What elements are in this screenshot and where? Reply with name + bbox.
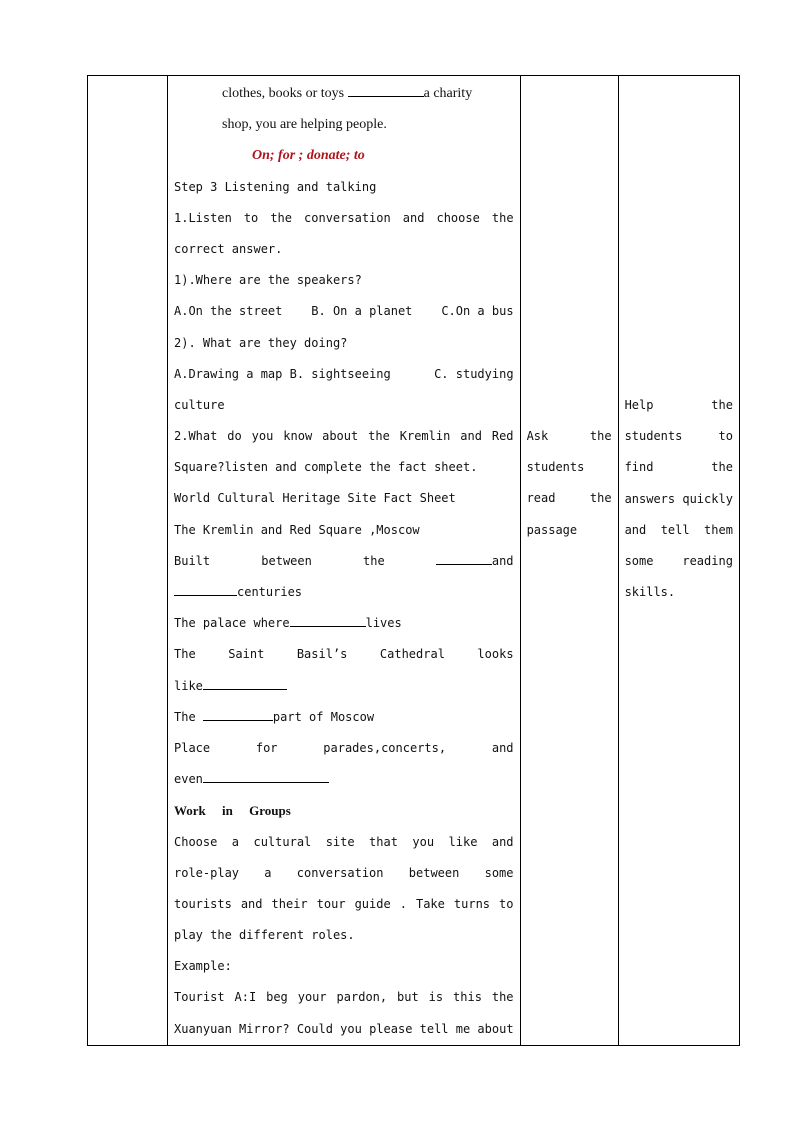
word: Tourist <box>174 990 225 1005</box>
word: the <box>589 491 612 506</box>
place-line <box>174 733 514 764</box>
word: Cathedral <box>379 647 445 662</box>
question-1-line-2: correct answer. <box>174 241 283 256</box>
side-line <box>625 484 733 515</box>
word: and <box>240 896 263 911</box>
roleplay-line <box>174 858 514 889</box>
word: but <box>397 990 419 1005</box>
word: C.On a bus <box>441 304 514 319</box>
word: the <box>711 460 733 475</box>
word: this <box>453 990 482 1005</box>
answer-key: On; for ; donate; to <box>252 148 365 164</box>
word: tour <box>316 896 346 911</box>
word: cultural <box>253 834 312 849</box>
word: that <box>369 834 398 849</box>
table-row <box>88 76 740 1046</box>
word: some <box>624 553 654 568</box>
word: and <box>402 210 425 225</box>
word: and <box>491 834 514 849</box>
side-line <box>625 577 733 608</box>
word: Ask <box>526 429 549 443</box>
word: skills. <box>624 585 676 600</box>
example-label: Example: <box>174 959 232 974</box>
side-line <box>625 390 733 421</box>
word: . <box>399 896 407 911</box>
word: The <box>174 647 196 662</box>
word: Choose <box>174 834 218 849</box>
side-line <box>527 515 612 546</box>
word: Place <box>174 740 211 755</box>
word: site <box>325 834 355 849</box>
fill-blank[interactable] <box>203 675 287 690</box>
word: and <box>491 740 514 755</box>
word: between <box>408 865 460 880</box>
word: conversation <box>304 210 391 225</box>
part-line: The part of Moscow <box>174 702 514 733</box>
word: the <box>270 210 292 225</box>
mirror-line: Xuanyuan Mirror? Could you please tell me about <box>174 1021 514 1036</box>
word: 2.What <box>174 429 218 444</box>
purpose-text <box>619 76 739 608</box>
word: tell <box>660 522 690 537</box>
word: C. studying <box>434 366 514 381</box>
word: the <box>491 990 514 1005</box>
word: beg <box>266 990 288 1005</box>
word: A.On the street <box>174 304 283 319</box>
word: A.Drawing a map B. sightseeing <box>174 366 391 381</box>
charity-line-1: clothes, books or toys a charity <box>174 78 514 109</box>
fact-sheet-site: The Kremlin and Red Square ,Moscow <box>174 522 420 537</box>
place-line-2: even <box>174 764 514 795</box>
work-in-groups-heading: Work in Groups <box>174 803 291 819</box>
teacher-activity-cell <box>520 76 618 1046</box>
word: you <box>251 429 274 444</box>
word: is <box>428 990 444 1005</box>
word: know <box>283 429 313 444</box>
lesson-plan-table <box>87 75 740 1046</box>
word: A:I <box>234 990 257 1005</box>
side-line <box>625 421 733 452</box>
word: the <box>368 429 390 444</box>
word: guide <box>354 896 391 911</box>
tourists-line <box>174 889 514 920</box>
play-line: play the different roles. <box>174 928 355 943</box>
word: and <box>624 522 647 537</box>
side-line <box>625 546 733 577</box>
word: your <box>297 990 327 1005</box>
word: you <box>412 834 435 849</box>
word: students <box>526 460 585 475</box>
step-3-title: Step 3 Listening and talking <box>174 179 377 194</box>
word: pardon, <box>336 990 388 1005</box>
built-line: Built between the and <box>174 546 514 577</box>
word: answers quickly <box>624 491 733 506</box>
word: conversation <box>296 865 384 880</box>
word: reading <box>682 553 733 568</box>
word: a <box>231 834 240 849</box>
word: some <box>484 865 514 880</box>
question-2-line <box>174 421 514 452</box>
word: a <box>264 865 272 880</box>
word: about <box>322 429 359 444</box>
purpose-cell <box>618 76 739 1046</box>
word: them <box>704 522 733 537</box>
word: for <box>255 740 278 755</box>
word: their <box>271 896 308 911</box>
word: role-play <box>174 865 240 880</box>
fill-blank[interactable] <box>203 706 273 721</box>
word: Red <box>491 429 514 444</box>
question-1-1-options <box>174 296 514 327</box>
word: Kremlin <box>399 429 451 444</box>
question-1-2: 2). What are they doing? <box>174 335 348 350</box>
activities-cell <box>168 76 521 1046</box>
charity-line-2: shop, you are helping people. <box>222 117 387 133</box>
question-1-2-cont: culture <box>174 397 225 412</box>
side-line <box>527 483 612 514</box>
word: choose <box>436 210 480 225</box>
word: Help <box>624 398 654 412</box>
side-line <box>527 421 612 452</box>
tourist-line <box>174 982 514 1013</box>
word: Saint <box>228 647 265 662</box>
word: do <box>227 429 242 444</box>
question-2-line-2: Square?listen and complete the fact sheet. <box>174 460 478 475</box>
word: looks <box>477 647 514 662</box>
word: like <box>448 834 478 849</box>
word: Basil’s <box>296 647 348 662</box>
word: B. On a planet <box>311 304 413 319</box>
question-1-1: 1).Where are the speakers? <box>174 273 362 288</box>
fill-blank[interactable] <box>203 768 329 783</box>
stage-cell <box>88 76 168 1046</box>
fill-blank[interactable] <box>174 581 237 596</box>
question-1-2-options <box>174 359 514 390</box>
word: the <box>589 429 612 443</box>
fact-sheet-title: World Cultural Heritage Site Fact Sheet <box>174 491 456 506</box>
word: read <box>526 491 556 506</box>
word: tourists <box>174 896 232 911</box>
built-line-2: centuries <box>174 577 514 608</box>
cathedral-line-2: like <box>174 671 514 702</box>
word: the <box>711 398 733 412</box>
word: 1.Listen <box>174 210 232 225</box>
word: find <box>624 460 654 475</box>
side-line <box>527 452 612 483</box>
word: passage <box>526 522 578 537</box>
fill-blank[interactable] <box>348 82 424 97</box>
fill-blank[interactable] <box>290 612 366 627</box>
word: turns <box>453 896 491 911</box>
fill-blank[interactable] <box>436 550 492 565</box>
cathedral-line <box>174 639 514 670</box>
side-line <box>625 515 733 546</box>
word: to <box>499 896 514 911</box>
question-1-line <box>174 203 514 234</box>
word: to <box>243 210 259 225</box>
word: and <box>460 429 482 444</box>
word: to <box>718 429 733 444</box>
word: Take <box>415 896 445 911</box>
palace-line: The palace where lives <box>174 608 514 639</box>
word: parades,concerts, <box>323 740 447 755</box>
choose-line <box>174 827 514 858</box>
word: the <box>491 210 514 225</box>
word: students <box>624 429 683 444</box>
teacher-activity-text <box>521 76 618 546</box>
side-line <box>625 452 733 483</box>
